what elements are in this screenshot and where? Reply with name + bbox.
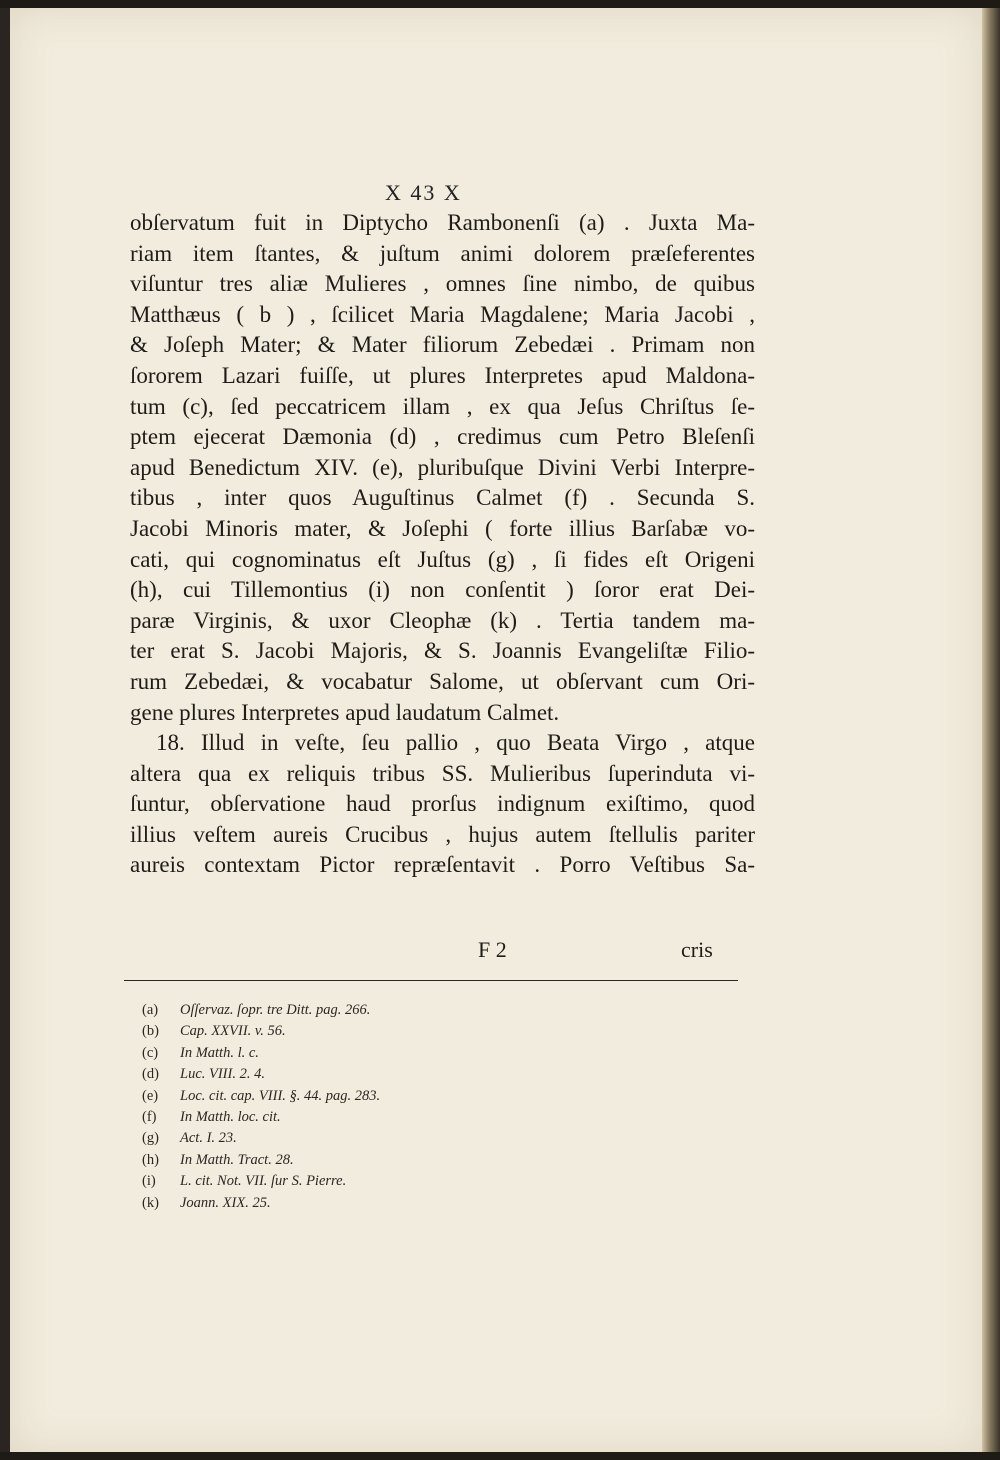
text-line: rum Zebedæi, & vocabatur Salome, ut obſervant cum Ori- bbox=[130, 668, 755, 694]
footnote-text: Act. I. 23. bbox=[180, 1130, 237, 1147]
scan-border-top bbox=[0, 0, 1000, 8]
text-line: & Joſeph Mater; & Mater filiorum Zebedæi . Primam non bbox=[130, 332, 755, 358]
text-line: paræ Virginis, & uxor Cleophæ (k) . Tertia tandem ma- bbox=[130, 607, 755, 633]
footnote-text: Oſſervaz. ſopr. tre Ditt. pag. 266. bbox=[180, 1002, 371, 1018]
footnote-text: L. cit. Not. VII. ſur S. Pierre. bbox=[180, 1173, 347, 1190]
signature-mark: F 2 bbox=[478, 937, 507, 962]
text-line: apud Benedictum XIV. (e), pluribuſque Divini Verbi Interpre- bbox=[130, 454, 755, 480]
footnote bbox=[142, 1107, 562, 1128]
footnote-mark: (d) bbox=[142, 1066, 159, 1083]
footnote-text: In Matth. l. c. bbox=[180, 1044, 259, 1061]
text-line: cati, qui cognominatus eſt Juſtus (g) , ſi fides eſt Origeni bbox=[130, 546, 755, 572]
footnote-rule bbox=[124, 980, 738, 981]
scan-border-bottom bbox=[0, 1452, 1000, 1460]
footnote-mark: (b) bbox=[142, 1023, 159, 1040]
footnote-text: In Matth. Tract. 28. bbox=[180, 1151, 294, 1168]
footnote bbox=[142, 1043, 562, 1064]
main-text bbox=[130, 208, 755, 881]
footnote-text: Luc. VIII. 2. 4. bbox=[180, 1066, 265, 1083]
footnote bbox=[142, 1000, 562, 1021]
footnote-mark: (e) bbox=[142, 1087, 159, 1104]
text-line: tibus , inter quos Auguſtinus Calmet (f) . Secunda S. bbox=[130, 485, 755, 511]
text-line: viſuntur tres aliæ Mulieres , omnes ſine nimbo, de quibus bbox=[130, 271, 755, 297]
text-line: Jacobi Minoris mater, & Joſephi ( forte illius Barſabæ vo- bbox=[130, 515, 755, 541]
text-line: aureis contextam Pictor repræſentavit . Porro Veſtibus Sa- bbox=[130, 852, 755, 878]
footnote-mark: (k) bbox=[142, 1194, 159, 1211]
footnote-mark: (g) bbox=[142, 1130, 159, 1147]
page-header: X 43 X bbox=[385, 180, 462, 205]
text-line: ptem ejecerat Dæmonia (d) , credimus cum Petro Bleſenſi bbox=[130, 424, 755, 450]
footnote-text: Cap. XXVII. v. 56. bbox=[180, 1023, 286, 1040]
text-line: obſervatum fuit in Diptycho Rambonenſi (a) . Juxta Ma- bbox=[130, 210, 755, 235]
footnote bbox=[142, 1086, 562, 1107]
footnote bbox=[142, 1193, 562, 1214]
footnote-mark: (h) bbox=[142, 1151, 159, 1168]
book-fore-edge bbox=[982, 8, 1000, 1452]
footnote-mark: (a) bbox=[142, 1002, 159, 1018]
text-line: tum (c), ſed peccatricem illam , ex qua Jeſus Chriſtus ſe- bbox=[130, 393, 755, 419]
text-line: illius veſtem aureis Crucibus , hujus autem ſtellulis pariter bbox=[130, 821, 755, 847]
text-line: ſororem Lazari fuiſſe, ut plures Interpretes apud Maldona- bbox=[130, 362, 755, 388]
text-line: (h), cui Tillemontius (i) non conſentit ) ſoror erat Dei- bbox=[130, 577, 755, 603]
footnote-mark: (f) bbox=[142, 1108, 157, 1125]
footnote-mark: (i) bbox=[142, 1173, 156, 1190]
footnote bbox=[142, 1064, 562, 1085]
footnote bbox=[142, 1128, 562, 1149]
text-line: gene plures Interpretes apud laudatum Calmet. bbox=[130, 699, 560, 725]
footnote-text: Joann. XIX. 25. bbox=[180, 1194, 271, 1211]
text-line: riam item ſtantes, & juſtum animi dolorem præſeferentes bbox=[130, 240, 755, 266]
footnotes bbox=[142, 1000, 562, 1214]
footnote bbox=[142, 1171, 562, 1192]
text-line: ter erat S. Jacobi Majoris, & S. Joannis Evangeliſtæ Filio- bbox=[130, 638, 755, 664]
paragraph-start-line: 18. Illud in veſte, ſeu pallio , quo Beata Virgo , atque bbox=[156, 730, 755, 756]
footnote bbox=[142, 1021, 562, 1042]
text-line: ſuntur, obſervatione haud prorſus indignum exiſtimo, quod bbox=[130, 791, 755, 817]
text-line: altera qua ex reliquis tribus SS. Mulieribus ſuperinduta vi- bbox=[130, 760, 755, 786]
footnote-mark: (c) bbox=[142, 1044, 159, 1061]
catchword: cris bbox=[681, 937, 713, 962]
footnote bbox=[142, 1150, 562, 1171]
footnote-text: Loc. cit. cap. VIII. §. 44. pag. 283. bbox=[180, 1087, 381, 1104]
footnote-text: In Matth. loc. cit. bbox=[180, 1108, 281, 1125]
text-line: Matthæus ( b ) , ſcilicet Maria Magdalene; Maria Jacobi , bbox=[130, 301, 755, 327]
